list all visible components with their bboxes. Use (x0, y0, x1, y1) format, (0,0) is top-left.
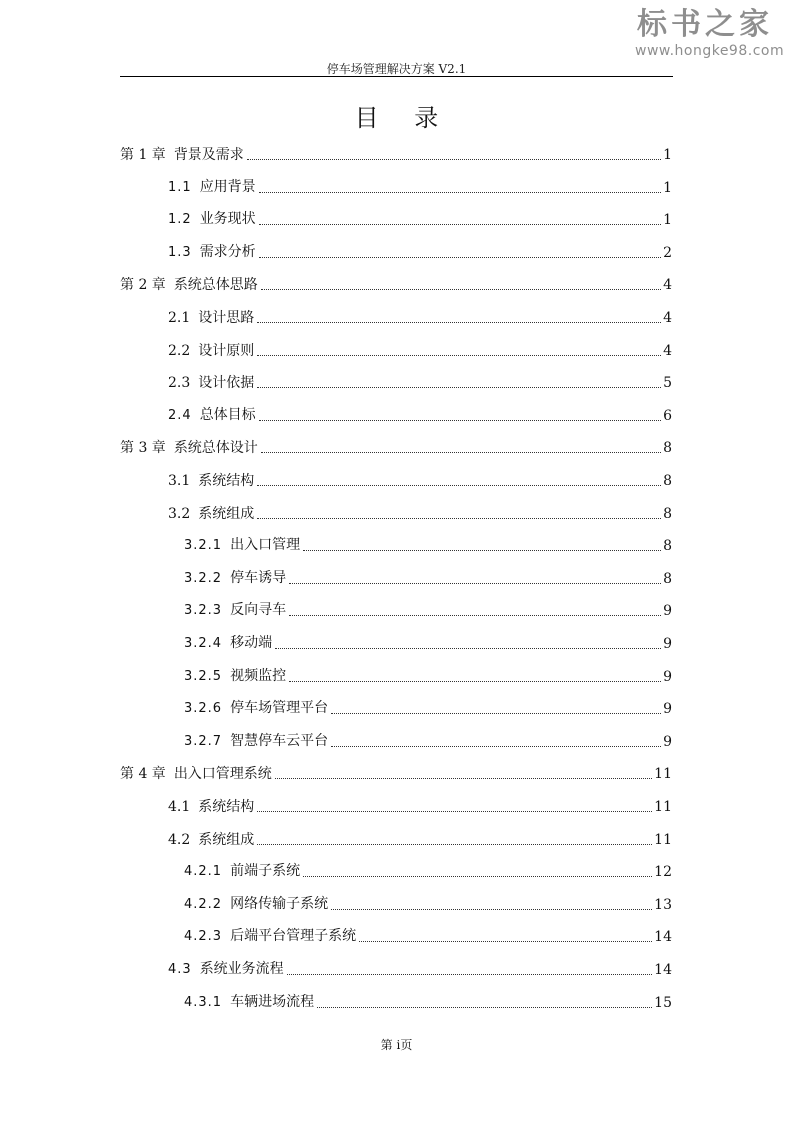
toc-dot-leader (259, 256, 661, 258)
toc-entry-number: 第 4 章 (120, 766, 166, 783)
toc-entry-title: 系统总体思路 (173, 277, 258, 294)
toc-entry-page: 8 (663, 538, 672, 555)
toc-dot-leader (275, 647, 661, 649)
toc-entry-title: 设计思路 (198, 310, 255, 326)
toc-entry-label (168, 342, 254, 360)
toc-entry-label (184, 667, 286, 686)
toc-entry-title: 后端平台管理子系统 (230, 928, 357, 945)
running-header: 停车场管理解决方案 V2.1 (326, 62, 467, 76)
toc-dot-leader (261, 451, 661, 453)
toc-entry-title: 车辆进场流程 (230, 993, 315, 1010)
toc-entry-number: 2.1 (168, 310, 191, 326)
toc-entry-number: 2.2 (168, 342, 191, 359)
toc-entry-label (168, 309, 254, 327)
toc-entry-page: 1 (663, 147, 672, 163)
toc-entry-number: 4.2 (168, 831, 191, 848)
toc-entry-number: 3.2.5 (184, 668, 223, 684)
toc-entry-page: 11 (654, 831, 672, 848)
toc-entry[interactable] (168, 336, 672, 360)
toc-entry-title: 停车场管理平台 (230, 700, 329, 717)
toc-entry-label (168, 406, 256, 425)
toc-entry-page: 11 (654, 799, 672, 815)
toc-entry[interactable] (168, 825, 672, 849)
toc-dot-leader (259, 419, 661, 421)
toc-entry-page: 1 (663, 179, 672, 196)
toc-entry-label (168, 472, 254, 490)
toc-entry-label (184, 634, 272, 653)
toc-entry-title: 背景及需求 (173, 147, 244, 163)
toc-entry-title: 网络传输子系统 (230, 895, 329, 912)
toc-entry-label (168, 831, 254, 849)
toc-entry-page: 8 (663, 473, 672, 489)
toc-entry-page: 5 (663, 375, 672, 392)
toc-entry-number: 3.2.4 (184, 636, 223, 651)
toc-dot-leader (289, 614, 661, 616)
toc-entry-page: 4 (663, 277, 672, 294)
toc-dot-leader (289, 680, 661, 682)
toc-entry-title: 设计依据 (198, 375, 255, 392)
toc-dot-leader (275, 777, 652, 779)
toc-entry-label (184, 601, 286, 620)
toc-entry-label (184, 569, 286, 588)
toc-entry-label (168, 798, 254, 816)
toc-entry-page: 15 (654, 994, 672, 1011)
toc-entry-label (120, 276, 258, 294)
watermark-logo (635, 7, 785, 68)
header-rule (120, 76, 673, 77)
toc-entry[interactable] (184, 922, 672, 946)
toc-entry[interactable] (168, 303, 672, 327)
toc-dot-leader (287, 973, 652, 975)
toc-entry-page: 12 (654, 864, 672, 881)
toc-entry-label (168, 505, 254, 523)
toc-entry-number: 1.2 (168, 212, 192, 228)
toc-dot-leader (257, 810, 652, 812)
toc-dot-leader (331, 745, 661, 747)
toc-entry-page: 1 (663, 212, 672, 229)
toc-entry-label (168, 178, 256, 197)
toc-entry-label (184, 927, 356, 946)
toc-entry-number: 4.2.1 (184, 864, 223, 880)
toc-entry-number: 3.2.2 (184, 570, 223, 586)
toc-entry-number: 第 2 章 (120, 277, 166, 294)
toc-entry-title: 系统总体设计 (173, 440, 258, 457)
page-footer: 第 i页 (380, 1038, 413, 1052)
toc-entry-label (168, 243, 256, 262)
toc-entry-title: 系统结构 (198, 799, 255, 815)
toc-entry-page: 8 (663, 440, 672, 457)
toc-dot-leader (261, 288, 661, 290)
toc-entry[interactable] (120, 433, 672, 457)
toc-entry[interactable] (184, 629, 672, 653)
toc-entry-page: 9 (663, 636, 672, 652)
toc-entry[interactable] (184, 890, 672, 914)
toc-dot-leader (331, 908, 652, 910)
toc-dot-leader (359, 940, 652, 942)
toc-entry-title: 设计原则 (198, 342, 255, 359)
toc-entry[interactable] (184, 596, 672, 620)
toc-entry-number: 3.2.1 (184, 538, 223, 554)
toc-entry-title: 总体目标 (199, 406, 256, 423)
toc-entry-title: 前端子系统 (230, 863, 301, 880)
toc-entry-title: 系统结构 (198, 473, 255, 489)
toc-entry[interactable] (168, 792, 672, 816)
logo-url: www.hongke98.com (635, 43, 785, 59)
toc-entry[interactable] (184, 662, 672, 686)
toc-entry-number: 4.3 (168, 962, 192, 977)
toc-entry-label (184, 993, 314, 1012)
toc-entry-page: 2 (663, 244, 672, 261)
toc-entry-label (168, 960, 284, 979)
toc-entry-label (184, 895, 328, 914)
toc-entry-number: 4.1 (168, 799, 191, 815)
toc-entry-title: 需求分析 (199, 243, 256, 260)
toc-dot-leader (317, 1006, 652, 1008)
toc-entry-number: 第 3 章 (120, 440, 166, 457)
toc-entry-number: 4.2.2 (184, 896, 223, 912)
toc-entry-number: 第 1 章 (120, 147, 166, 163)
toc-entry[interactable] (184, 564, 672, 588)
toc-entry-page: 13 (654, 896, 672, 913)
toc-entry-title: 系统组成 (198, 831, 255, 848)
toc-entry-title: 停车诱导 (230, 569, 287, 586)
toc-entry-label (168, 210, 256, 229)
toc-entry[interactable] (184, 694, 672, 718)
toc-dot-leader (257, 321, 661, 323)
toc-entry-title: 移动端 (230, 635, 273, 651)
toc-entry[interactable] (184, 727, 672, 751)
toc-dot-leader (257, 843, 652, 845)
toc-entry-number: 3.2.3 (184, 603, 223, 619)
toc-entry[interactable] (168, 401, 672, 425)
toc-entry[interactable] (120, 270, 672, 294)
toc-entry-page: 4 (663, 342, 672, 359)
toc-dot-leader (257, 354, 661, 356)
toc-entry-number: 2.4 (168, 407, 192, 423)
toc-dot-leader (259, 223, 661, 225)
toc-entry-page: 14 (654, 962, 672, 978)
toc-entry-number: 3.1 (168, 473, 191, 489)
toc-entry-label (120, 765, 272, 783)
toc-entry-number: 3.2.7 (184, 733, 223, 749)
toc-entry[interactable] (168, 955, 672, 979)
toc-entry-label (184, 699, 328, 718)
toc-entry-page: 8 (663, 570, 672, 587)
toc-entry-page: 11 (654, 766, 672, 783)
toc-entry-title: 系统业务流程 (199, 961, 284, 977)
toc-entry[interactable] (168, 238, 672, 262)
toc-entry[interactable] (168, 499, 672, 523)
toc-entry-label (120, 439, 258, 457)
toc-entry-title: 视频监控 (230, 667, 287, 684)
toc-entry-number: 3.2.6 (184, 701, 223, 717)
toc-entry[interactable] (168, 466, 672, 490)
toc-entry-label (184, 536, 300, 555)
toc-dot-leader (259, 191, 661, 193)
toc-entry-page: 6 (663, 407, 672, 424)
toc-entry-title: 出入口管理系统 (173, 766, 272, 783)
toc-dot-leader (257, 386, 661, 388)
toc-entry-title: 应用背景 (199, 178, 256, 195)
toc-entry-page: 4 (663, 310, 672, 326)
toc-entry[interactable] (168, 205, 672, 229)
logo-text: 标书之家 (637, 7, 773, 42)
toc-entry-page: 8 (663, 505, 672, 522)
toc-dot-leader (247, 158, 661, 160)
toc-dot-leader (303, 549, 661, 551)
toc-entry-page: 9 (663, 733, 672, 750)
toc-entry-label (184, 732, 328, 751)
toc-entry[interactable] (184, 988, 672, 1012)
toc-entry-number: 1.3 (168, 244, 192, 260)
toc-entry[interactable] (168, 173, 672, 197)
toc-dot-leader (257, 484, 661, 486)
toc-entry[interactable] (120, 140, 672, 164)
toc-entry-label (168, 374, 254, 392)
toc-entry-title: 业务现状 (199, 211, 256, 228)
toc-entry[interactable] (120, 759, 672, 783)
toc-entry-number: 4.2.3 (184, 929, 223, 945)
toc-entry-page: 9 (663, 701, 672, 718)
toc-entry-title: 反向寻车 (230, 602, 287, 619)
toc-entry-title: 出入口管理 (230, 537, 301, 554)
toc-entry[interactable] (168, 368, 672, 392)
toc-dot-leader (331, 712, 661, 714)
toc-entry-page: 9 (663, 668, 672, 685)
toc-entry-title: 智慧停车云平台 (230, 732, 329, 749)
toc-entry[interactable] (184, 531, 672, 555)
toc-title: 目 录 (354, 104, 453, 132)
toc-dot-leader (303, 875, 652, 877)
toc-entry-number: 1.1 (168, 179, 192, 195)
toc-dot-leader (289, 582, 661, 584)
toc-entry-label (184, 862, 300, 881)
toc-entry-number: 4.3.1 (184, 994, 223, 1010)
toc-entry-page: 14 (654, 929, 672, 946)
toc-entry-number: 3.2 (168, 505, 191, 522)
toc-entry-number: 2.3 (168, 375, 191, 392)
toc-entry-title: 系统组成 (198, 505, 255, 522)
toc-dot-leader (257, 517, 661, 519)
toc-entry[interactable] (184, 857, 672, 881)
toc-entry-page: 9 (663, 603, 672, 620)
toc-entry-label (120, 146, 244, 164)
